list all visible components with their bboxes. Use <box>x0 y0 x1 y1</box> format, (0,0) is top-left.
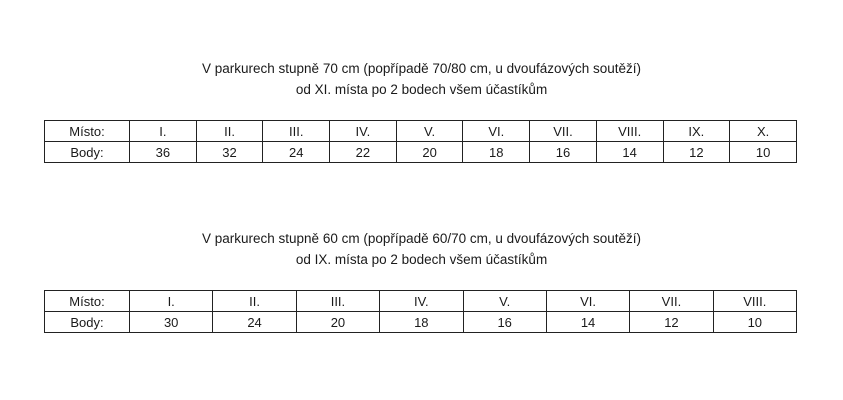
place-cell: IV. <box>330 121 397 142</box>
points-cell: 16 <box>530 142 597 163</box>
points-row <box>45 142 797 163</box>
place-cell: V. <box>463 291 546 312</box>
points-cell: 12 <box>663 142 730 163</box>
places-row <box>45 291 797 312</box>
place-cell: II. <box>213 291 296 312</box>
points-cell: 10 <box>730 142 797 163</box>
place-cell: I. <box>130 291 213 312</box>
points-cell: 36 <box>130 142 197 163</box>
points-section-70cm <box>0 58 843 160</box>
place-cell: I. <box>130 121 197 142</box>
points-cell: 18 <box>380 312 463 333</box>
points-cell: 30 <box>130 312 213 333</box>
points-cell: 18 <box>463 142 530 163</box>
points-row <box>45 312 797 333</box>
place-cell: V. <box>396 121 463 142</box>
points-table-70cm <box>44 120 797 163</box>
points-cell: 16 <box>463 312 546 333</box>
caption-line-2: od IX. místa po 2 bodech všem účastíkům <box>295 252 548 267</box>
place-cell: III. <box>263 121 330 142</box>
points-cell: 24 <box>263 142 330 163</box>
points-cell: 22 <box>330 142 397 163</box>
caption-line-1: V parkurech stupně 70 cm (popřípadě 70/80 cm, u dvoufázových soutěží) <box>202 61 641 76</box>
place-cell: VI. <box>546 291 629 312</box>
points-row-label: Body: <box>45 312 130 333</box>
caption-line-2: od XI. místa po 2 bodech všem účastíkům <box>295 82 548 97</box>
place-cell: III. <box>296 291 379 312</box>
section-caption <box>0 228 843 270</box>
points-cell: 32 <box>196 142 263 163</box>
points-table-60cm <box>44 290 797 333</box>
points-cell: 20 <box>396 142 463 163</box>
points-section-60cm <box>0 228 843 330</box>
place-cell: IX. <box>663 121 730 142</box>
place-cell: VII. <box>630 291 713 312</box>
section-caption <box>0 58 843 100</box>
points-cell: 24 <box>213 312 296 333</box>
place-cell: VI. <box>463 121 530 142</box>
places-row <box>45 121 797 142</box>
place-cell: II. <box>196 121 263 142</box>
points-cell: 12 <box>630 312 713 333</box>
place-cell: VII. <box>530 121 597 142</box>
points-cell: 14 <box>596 142 663 163</box>
place-cell: VIII. <box>713 291 796 312</box>
caption-line-1: V parkurech stupně 60 cm (popřípadě 60/70 cm, u dvoufázových soutěží) <box>202 231 641 246</box>
points-cell: 14 <box>546 312 629 333</box>
places-row-label: Místo: <box>45 291 130 312</box>
place-cell: X. <box>730 121 797 142</box>
place-cell: IV. <box>380 291 463 312</box>
places-row-label: Místo: <box>45 121 130 142</box>
points-cell: 20 <box>296 312 379 333</box>
points-row-label: Body: <box>45 142 130 163</box>
place-cell: VIII. <box>596 121 663 142</box>
points-cell: 10 <box>713 312 796 333</box>
